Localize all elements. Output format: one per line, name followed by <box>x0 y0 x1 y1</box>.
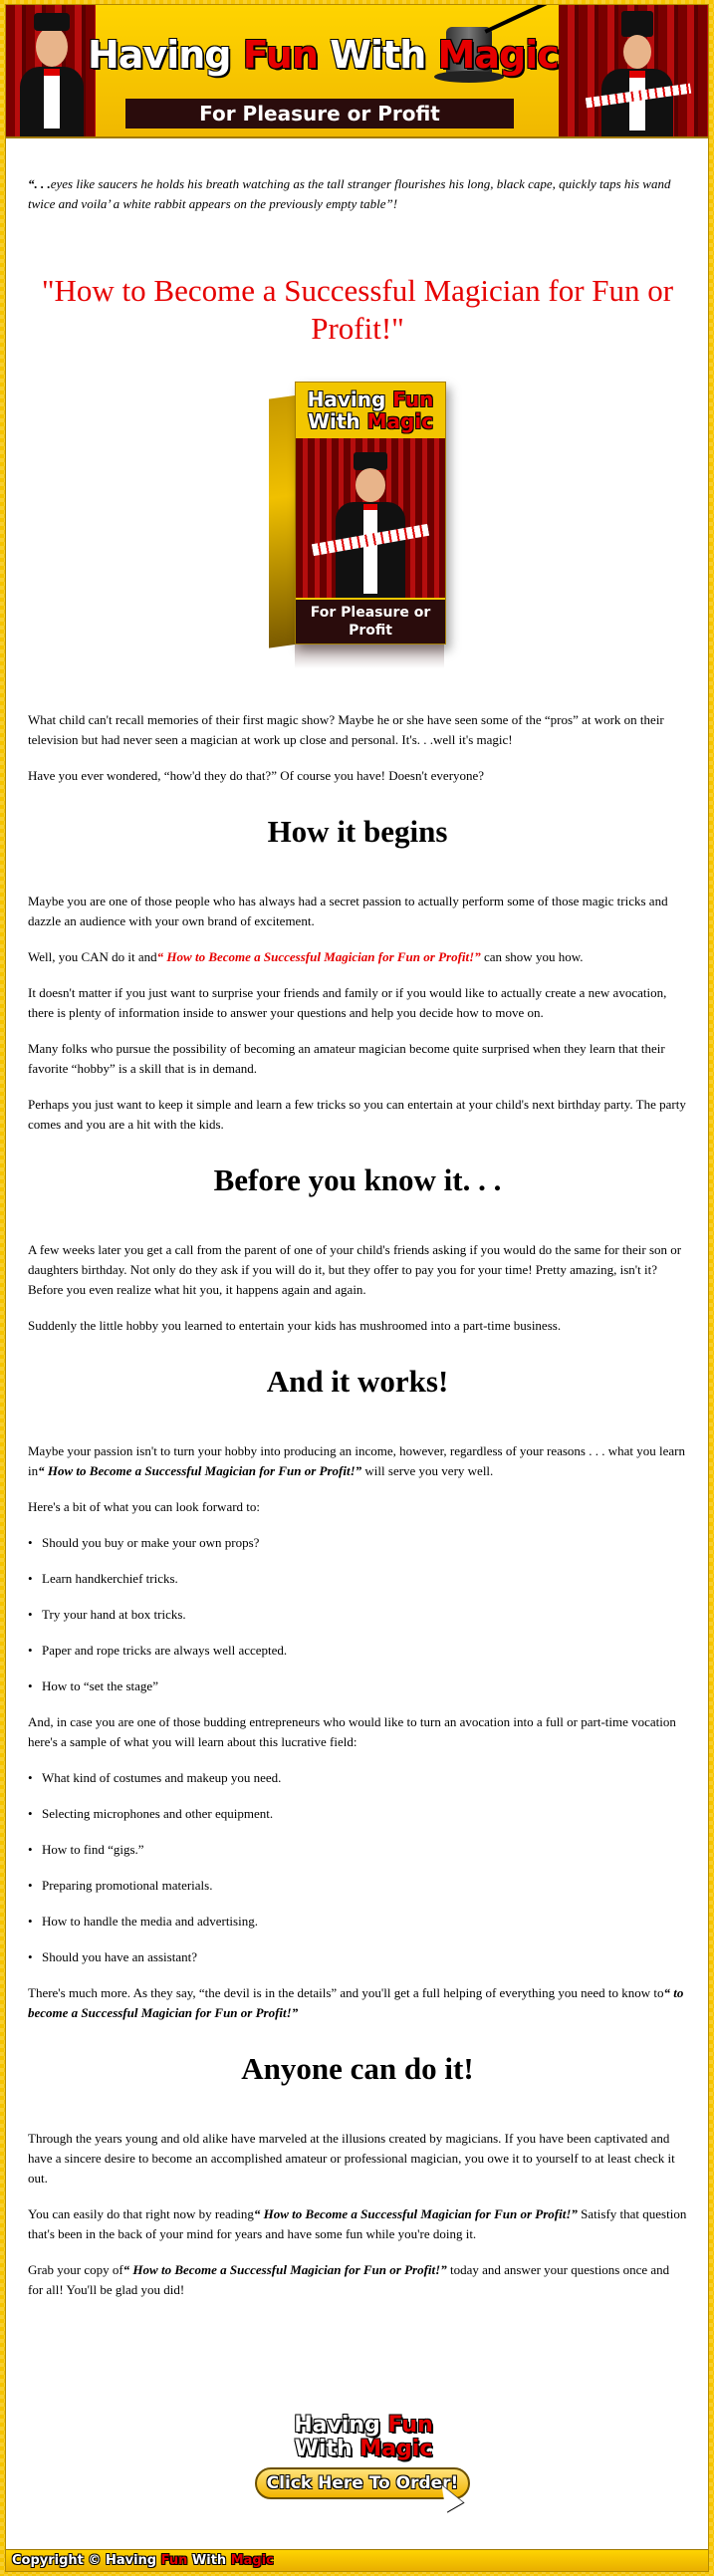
list-item <box>28 1947 687 1967</box>
order-logo-having: Having <box>294 2413 380 2438</box>
intro-paragraph-2: Have you ever wondered, “how'd they do that?” Of course you have! Doesn't everyone? <box>28 768 485 783</box>
bullet-icon: • <box>28 1571 33 1586</box>
magician-right-image <box>584 5 693 136</box>
s4-paragraph-3 <box>28 2260 687 2300</box>
list-item-text: What kind of costumes and makeup you need. <box>42 1770 282 1785</box>
s3-p1-before: Maybe your passion isn't to turn your hobby into producing an income, however, regardless of your reasons . . . what you learn in <box>28 1443 685 1478</box>
s4-p2-before: You can easily do that right now by reading <box>28 2206 254 2221</box>
title-magic: Magic <box>437 33 559 77</box>
s4-paragraph-1: Through the years young and old alike have marveled at the illusions created by magicians. If you have been captivated and have a sincere desire to become an accomplished amateur or professional magician, you owe it to yourself to at least check it out. <box>28 2131 675 2186</box>
list-item-text: How to find “gigs.” <box>42 1842 144 1857</box>
ebook-reflection <box>295 644 444 668</box>
order-logo-with: With <box>294 2437 353 2461</box>
bullet-icon: • <box>28 1878 33 1893</box>
bullet-icon: • <box>28 1914 33 1929</box>
s3-p1-after: will serve you very well. <box>361 1463 494 1478</box>
ebook-title-magic: Magic <box>366 409 434 433</box>
footer-fun: Fun <box>160 2553 188 2568</box>
bullet-icon: • <box>28 1643 33 1658</box>
s4-p3-before: Grab your copy of <box>28 2262 123 2277</box>
bullet-icon: • <box>28 1535 33 1550</box>
s3-p1-book-title: “ How to Become a Successful Magician for Fun or Profit!” <box>38 1463 362 1478</box>
ebook-title-with: With <box>307 409 360 433</box>
list-item-text: Learn handkerchief tricks. <box>42 1571 178 1586</box>
intro-paragraph-1: What child can't recall memories of their first magic show? Maybe he or she have seen some of the “pros” at work on their television but had never seen a magician at work up close and personal. It's. . .well it's magic! <box>28 712 664 747</box>
main-headline: "How to Become a Successful Magician for Fun or Profit!" <box>41 273 674 346</box>
list-item <box>28 1876 687 1896</box>
s1-paragraph-1: Maybe you are one of those people who has always had a secret passion to actually perform some of those magic tricks and dazzle an audience with your own brand of excitement. <box>28 894 668 928</box>
s3-paragraph-2: Here's a bit of what you can look forward to: <box>28 1499 261 1514</box>
s1-p2-after: can show you how. <box>480 949 584 964</box>
list-item <box>28 1605 687 1625</box>
footer-prefix: Copyright © Having <box>12 2553 157 2568</box>
list-item-text: How to handle the media and advertising. <box>42 1914 258 1929</box>
title-fun: Fun <box>242 33 318 77</box>
s2-paragraph-2: Suddenly the little hobby you learned to entertain your kids has mushroomed into a part-time business. <box>28 1318 562 1333</box>
order-logo-fun: Fun <box>387 2413 433 2438</box>
bullet-icon: • <box>28 1678 33 1693</box>
title-with: With <box>330 33 426 77</box>
site-subtitle: For Pleasure or Profit <box>125 99 514 129</box>
heading-before-you-know-it: Before you know it. . . <box>213 1162 502 1197</box>
bullet-icon: • <box>28 1806 33 1821</box>
heading-anyone-can-do-it: Anyone can do it! <box>241 2051 474 2086</box>
quote-dots: “. . . <box>28 176 51 191</box>
order-link[interactable] <box>249 2414 478 2523</box>
list-item <box>28 1768 687 1788</box>
list-item-text: Paper and rope tricks are always well accepted. <box>42 1643 288 1658</box>
ebook-stage-art <box>296 438 445 598</box>
bullet-icon: • <box>28 1607 33 1622</box>
bullet-icon: • <box>28 1949 33 1964</box>
quote-text: eyes like saucers he holds his breath watching as the tall stranger flourishes his long, black cape, quickly taps his wand twice and voila’ a white rabbit appears on the previously empty table”! <box>28 176 671 211</box>
heading-and-it-works: And it works! <box>266 1364 449 1399</box>
list-item-text: Selecting microphones and other equipment. <box>42 1806 274 1821</box>
order-logo <box>249 2414 478 2461</box>
site-title <box>88 33 559 77</box>
ebook-title <box>296 388 445 432</box>
s1-p2-book-title: “ How to Become a Successful Magician for Fun or Profit!” <box>156 949 481 964</box>
list-item <box>28 1533 687 1553</box>
ebook-cover-image <box>269 382 446 670</box>
list-item <box>28 1641 687 1661</box>
s1-paragraph-5: Perhaps you just want to keep it simple and learn a few tricks so you can entertain at your child's next birthday party. The party comes and you are a hit with the kids. <box>28 1097 686 1132</box>
footer-with: With <box>191 2553 227 2568</box>
bullet-icon: • <box>28 1842 33 1857</box>
header-banner <box>6 5 708 138</box>
s1-paragraph-2 <box>28 947 687 967</box>
s1-p2-before: Well, you CAN do it and <box>28 949 157 964</box>
footer-magic: Magic <box>230 2553 274 2568</box>
list-item <box>28 1569 687 1589</box>
s3-paragraph-4 <box>28 1983 687 2023</box>
page-container <box>5 4 709 2572</box>
ebook-title-having: Having <box>307 387 386 411</box>
s4-p2-book-title: “ How to Become a Successful Magician for Fun or Profit!” <box>253 2206 578 2221</box>
s3-p4-before: There's much more. As they say, “the devil is in the details” and you'll get a full helping of everything you need to know to <box>28 1985 664 2000</box>
list-item-text: Preparing promotional materials. <box>42 1878 213 1893</box>
s4-p2-after: Satisfy that question that's been in the back of your mind for years and have some fun while you're doing it. <box>28 2206 687 2241</box>
list-item <box>28 1912 687 1932</box>
bullet-icon: • <box>28 1770 33 1785</box>
list-item-text: Should you have an assistant? <box>42 1949 197 1964</box>
order-button[interactable]: Click Here To Order! <box>255 2467 470 2499</box>
s3-paragraph-1 <box>28 1441 687 1481</box>
s2-paragraph-1: A few weeks later you get a call from the parent of one of your child's friends asking if you would do the same for their son or daughters birthday. Not only do they ask if you will do it, but they offer to pay you for your time! Pretty amazing, isn't it? Before you even realize what hit you, it happens again and again. <box>28 1242 682 1297</box>
footer-copyright <box>6 2549 708 2571</box>
list-item-text: Should you buy or make your own props? <box>42 1535 260 1550</box>
ebook-band: For Pleasure or Profit <box>296 600 445 644</box>
list-item-text: How to “set the stage” <box>42 1678 158 1693</box>
ebook-spine <box>269 395 295 648</box>
s1-paragraph-3: It doesn't matter if you just want to surprise your friends and family or if you would like to actually create a new avocation, there is plenty of information inside to answer your questions and help you decide how to move on. <box>28 985 667 1020</box>
ebook-title-fun: Fun <box>392 387 434 411</box>
heading-how-it-begins: How it begins <box>267 814 448 849</box>
s1-paragraph-4: Many folks who pursue the possibility of becoming an amateur magician become quite surprised when they learn that their favorite “hobby” is a skill that is in demand. <box>28 1041 665 1076</box>
magic-wand-icon <box>484 5 549 34</box>
list-item <box>28 1840 687 1860</box>
ebook-cover <box>295 382 446 644</box>
list-item <box>28 1804 687 1824</box>
s4-p3-after: today and answer your questions once and for all! You'll be glad you did! <box>28 2262 670 2297</box>
list-item <box>28 1676 687 1696</box>
s3-p4-book-title: “ to become a Successful Magician for Fun or Profit!” <box>28 1985 684 2020</box>
s3-paragraph-3: And, in case you are one of those budding entrepreneurs who would like to turn an avocation into a full or part-time vocation here's a sample of what you will learn about this lucrative field: <box>28 1714 676 1749</box>
order-logo-magic: Magic <box>359 2437 433 2461</box>
list-item-text: Try your hand at box tricks. <box>42 1607 186 1622</box>
s4-p3-book-title: “ How to Become a Successful Magician for Fun or Profit!” <box>122 2262 447 2277</box>
intro-quote <box>28 174 687 214</box>
s4-paragraph-2 <box>28 2204 687 2244</box>
title-having: Having <box>88 33 231 77</box>
magician-left-image <box>16 5 86 136</box>
main-content <box>28 174 687 2316</box>
